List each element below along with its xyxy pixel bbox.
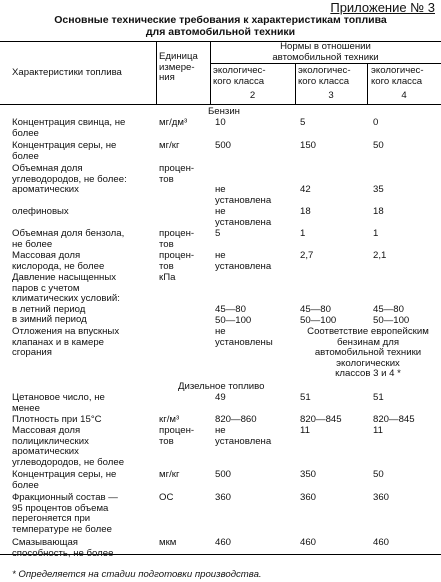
name-line: Концентрация серы, не: [12, 140, 117, 151]
name-line: способность, не более: [12, 547, 114, 559]
row-polycyclic-class2: [215, 426, 271, 447]
row-benzene-class3: 1: [300, 228, 306, 239]
row-fraction-class2: 360: [215, 492, 232, 503]
name-line: не более: [12, 238, 53, 250]
header-characteristic: Характеристики топлива: [12, 67, 122, 78]
row-cetane-class4: 51: [373, 392, 384, 403]
row-lead-name: [12, 118, 125, 139]
value-line: установлена: [215, 216, 272, 228]
row-polycyclic-class4: 11: [373, 425, 383, 436]
name-line: Концентрация свинца, не: [12, 117, 126, 128]
header-norms: [210, 42, 441, 63]
row-deposits-class2: [215, 327, 273, 348]
value-line: не: [215, 425, 226, 436]
row-cetane-class2: 49: [215, 392, 226, 403]
name-line: Фракционный состав —: [12, 492, 118, 503]
name-line: в летний период: [12, 303, 86, 315]
row-deposits-name: [12, 327, 119, 359]
row-oxygen-name: [12, 251, 104, 272]
value-line: Соответствие европейским: [307, 326, 429, 337]
row-sulfur-gasoline-class3: 150: [300, 140, 317, 151]
class-number-4: 4: [401, 90, 407, 101]
name-line: кислорода, не более: [12, 260, 105, 272]
name-line: Концентрация серы, не: [12, 469, 117, 480]
header-eco-class-2: [213, 66, 266, 87]
name-line: более: [12, 150, 39, 162]
value-line: автомобильной техники: [314, 347, 422, 359]
row-density-unit: кг/м³: [159, 414, 180, 425]
row-sulfur-diesel-class2: 500: [215, 469, 232, 480]
name-line: углеводородов, не более: [12, 456, 125, 468]
value-line: не: [215, 206, 226, 217]
row-polycyclic-class3: 11: [300, 425, 310, 436]
name-line: перегоняется при: [12, 513, 91, 525]
name-line: менее: [12, 402, 40, 414]
name-line: ароматических: [12, 446, 79, 458]
row-lubricity-class3: 460: [300, 537, 317, 548]
appendix-label: Приложение № 3: [330, 0, 435, 15]
row-lead-class4: 0: [373, 117, 379, 128]
name-line: более: [12, 479, 39, 491]
header-norms-line: автомобильной техники: [272, 51, 379, 63]
section-diesel: Дизельное топливо: [178, 381, 265, 392]
header-unit: [159, 52, 198, 84]
header-divider-1: [156, 41, 157, 104]
row-vapor-class4: [373, 305, 409, 326]
row-sulfur-gasoline-unit: мг/кг: [159, 140, 180, 151]
value-line: установлены: [215, 336, 273, 348]
row-density-class3: 820—845: [300, 414, 342, 425]
name-line: в зимний период: [12, 314, 87, 326]
row-vapor-name: [12, 273, 120, 326]
title-line-2: для автомобильной техники: [145, 26, 296, 38]
value-line: 45—80: [215, 304, 246, 315]
value-line: 50—100: [300, 314, 337, 326]
row-lead-class2: 10: [215, 117, 226, 128]
header-norms-line: Нормы в отношении: [280, 41, 371, 52]
value-line: экологических: [336, 357, 400, 369]
class-number-3: 3: [328, 90, 334, 101]
header-eco-class-3: [298, 66, 351, 87]
row-lead-unit: мг/дм³: [159, 117, 188, 128]
row-sulfur-diesel-unit: мг/кг: [159, 469, 180, 480]
unit-line: тов: [159, 238, 174, 250]
unit-line: процен-: [159, 425, 195, 436]
name-line: Массовая доля: [12, 250, 81, 261]
row-sulfur-gasoline-name: [12, 141, 116, 162]
row-vapor-unit: кПа: [159, 272, 176, 283]
row-lubricity-unit: мкм: [159, 537, 177, 548]
value-line: установлена: [215, 435, 272, 447]
row-oxygen-class4: 2,1: [373, 250, 387, 261]
name-line: сгорания: [12, 347, 52, 359]
value-line: не: [215, 184, 226, 195]
unit-line: процен-: [159, 228, 195, 239]
value-line: не: [215, 326, 226, 337]
name-line: Смазывающая: [12, 537, 78, 548]
value-line: 45—80: [300, 304, 331, 315]
row-sulfur-diesel-class3: 350: [300, 469, 317, 480]
row-olefin-class2: [215, 207, 271, 228]
name-line: Отложения на впускных: [12, 326, 120, 337]
header-bottom-rule: [0, 104, 441, 105]
name-line: Объемная доля: [12, 163, 83, 174]
section-gasoline: Бензин: [208, 106, 240, 117]
row-density-class4: 820—845: [373, 414, 415, 425]
row-vapor-class3: [300, 305, 336, 326]
header-unit-line: ния: [159, 72, 175, 84]
row-density-name: Плотность при 15°С: [12, 414, 102, 425]
row-benzene-class2: 5: [215, 228, 221, 239]
row-aromatic-class3: 42: [300, 184, 311, 195]
header-eco-line: экологичес-: [298, 65, 351, 76]
name-line: Объемная доля бензола,: [12, 228, 125, 239]
value-line: установлена: [215, 194, 272, 206]
name-line: углеводородов, не более:: [12, 173, 127, 185]
name-line: 95 процентов объема: [12, 502, 109, 514]
row-sulfur-gasoline-class4: 50: [373, 140, 384, 151]
title-line-1: Основные технические требования к характеристикам топлива: [54, 14, 387, 26]
name-line: более: [12, 127, 39, 139]
value-line: 50—100: [373, 314, 410, 326]
row-oxygen-class3: 2,7: [300, 250, 314, 261]
row-polycyclic-name: [12, 426, 124, 468]
row-lubricity-class4: 460: [373, 537, 390, 548]
unit-line: тов: [159, 260, 174, 272]
row-benzene-unit: [159, 229, 194, 250]
name-line: полициклических: [12, 435, 89, 447]
header-eco-line: кого класса: [213, 75, 265, 87]
name-line: температуре не более: [12, 523, 112, 535]
header-eco-line: экологичес-: [213, 65, 266, 76]
header-eco-line: кого класса: [298, 75, 350, 87]
row-fraction-class4: 360: [373, 492, 390, 503]
row-aromatic-name: ароматических: [12, 184, 79, 195]
header-eco-line: экологичес-: [371, 65, 424, 76]
header-eco-line: кого класса: [371, 75, 423, 87]
footnote: * Определяется на стадии подготовки производства.: [12, 569, 262, 580]
value-line: 50—100: [215, 314, 252, 326]
name-line: Цетановое число, не: [12, 392, 105, 403]
value-line: 45—80: [373, 304, 404, 315]
value-line: установлена: [215, 260, 272, 272]
row-hydrocarbons-unit: [159, 164, 194, 185]
row-benzene-name: [12, 229, 124, 250]
unit-line: тов: [159, 173, 174, 185]
unit-line: процен-: [159, 250, 195, 261]
document-title: [0, 14, 441, 38]
row-vapor-class2: [215, 305, 251, 326]
row-density-class2: 820—860: [215, 414, 257, 425]
row-aromatic-class4: 35: [373, 184, 384, 195]
row-benzene-class4: 1: [373, 228, 379, 239]
row-hydrocarbons-name: [12, 164, 127, 185]
row-cetane-name: [12, 393, 105, 414]
row-sulfur-diesel-class4: 50: [373, 469, 384, 480]
row-sulfur-diesel-name: [12, 470, 116, 491]
row-fraction-name: [12, 493, 118, 535]
row-deposits-class3-4: [295, 327, 441, 380]
name-line: Давление насыщенных: [12, 272, 117, 283]
value-line: бензинам для: [336, 336, 400, 348]
row-fraction-unit: ОС: [159, 492, 174, 503]
row-cetane-class3: 51: [300, 392, 311, 403]
row-lubricity-class2: 460: [215, 537, 232, 548]
row-lead-class3: 5: [300, 117, 306, 128]
header-unit-line: измере-: [159, 61, 195, 73]
row-fraction-class3: 360: [300, 492, 317, 503]
name-line: паров с учетом: [12, 282, 80, 294]
row-oxygen-unit: [159, 251, 194, 272]
header-eco-class-4: [371, 66, 424, 87]
row-olefin-name: олефиновых: [12, 206, 69, 217]
value-line: не: [215, 250, 226, 261]
header-unit-line: Единица: [159, 51, 198, 62]
name-line: клапанах и в камере: [12, 336, 104, 348]
unit-line: тов: [159, 435, 174, 447]
row-olefin-class3: 18: [300, 206, 311, 217]
row-olefin-class4: 18: [373, 206, 384, 217]
row-sulfur-gasoline-class2: 500: [215, 140, 232, 151]
row-aromatic-class2: [215, 185, 271, 206]
name-line: Массовая доля: [12, 425, 81, 436]
row-polycyclic-unit: [159, 426, 194, 447]
row-lubricity-name: [12, 538, 113, 559]
class-number-2: 2: [249, 90, 256, 101]
value-line: классов 3 и 4 *: [335, 368, 401, 380]
name-line: климатических условий:: [12, 293, 120, 305]
row-oxygen-class2: [215, 251, 271, 272]
unit-line: процен-: [159, 163, 195, 174]
